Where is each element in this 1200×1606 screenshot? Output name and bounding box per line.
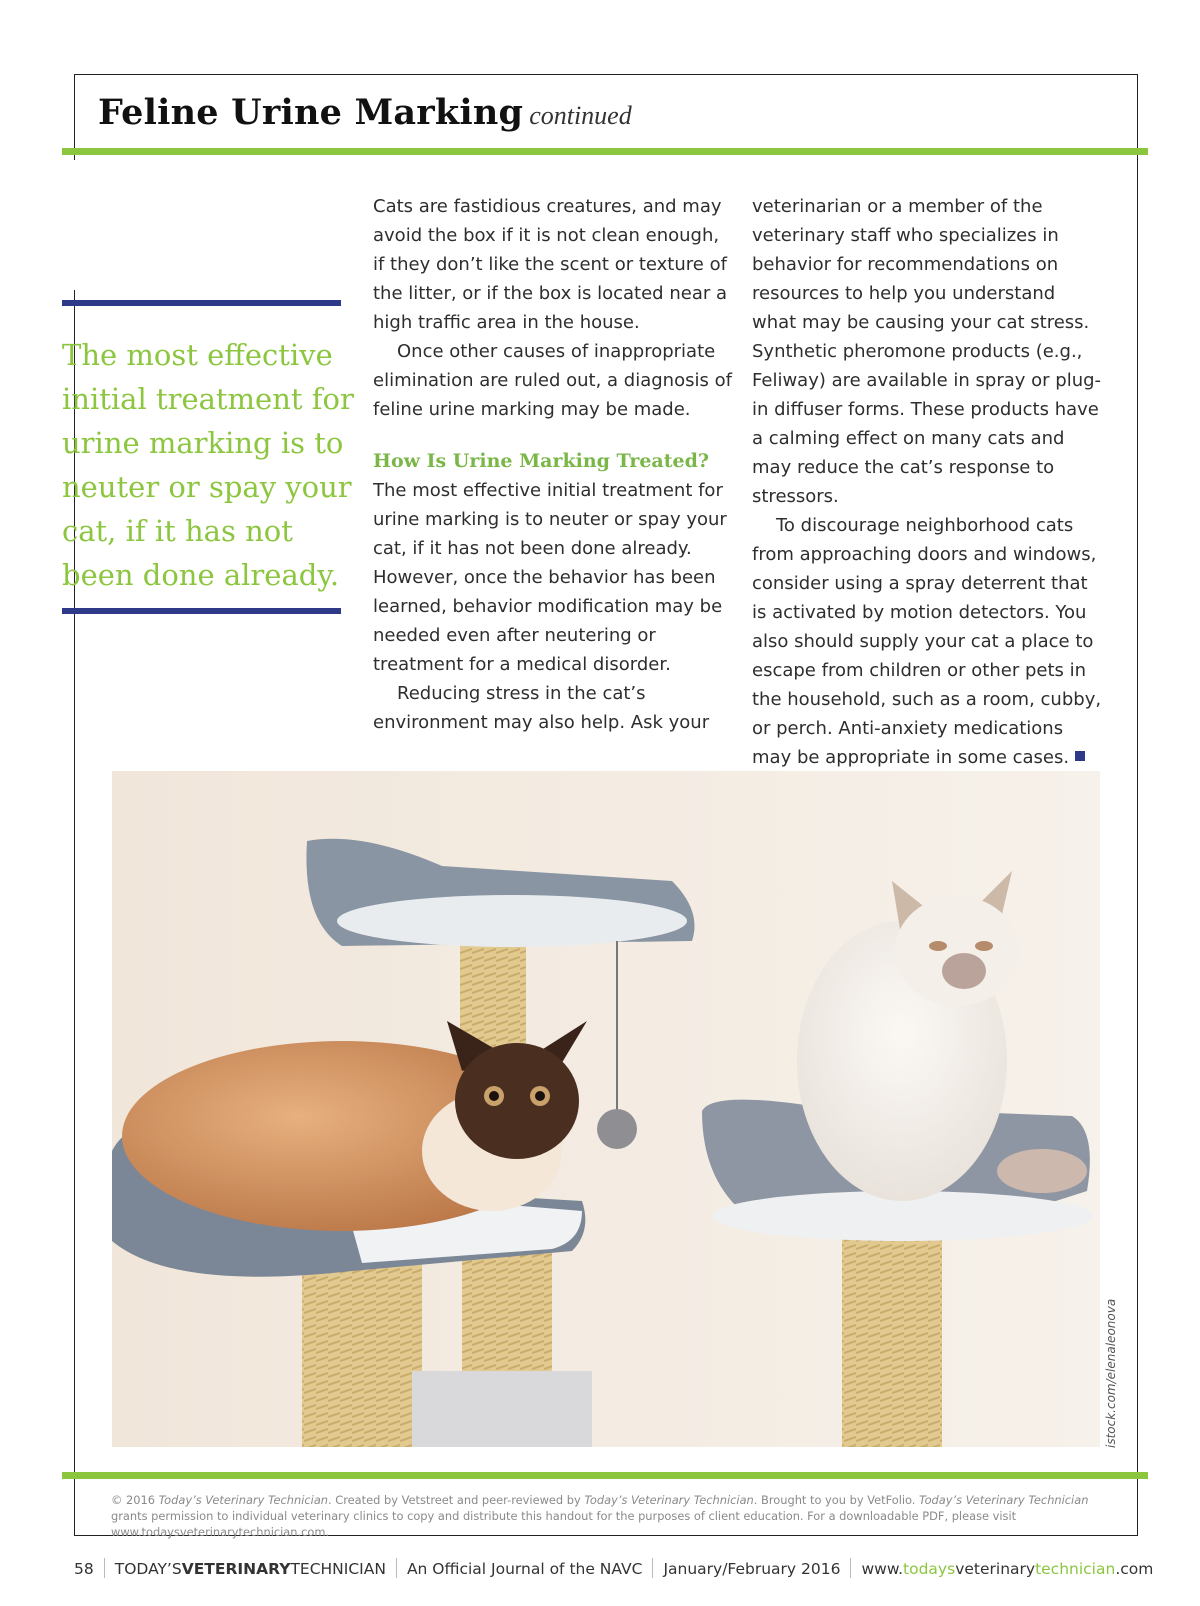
footer-divider: [396, 1558, 397, 1578]
text-column-1: [373, 192, 733, 737]
paragraph: Cats are fastidious creatures, and may avoid the box if it is not clean enough, if they don’t like the scent or texture of the litter, or if the box is located near a high traffic area in the house.: [373, 196, 727, 333]
brand-part: VETERINARY: [181, 1560, 291, 1578]
brand-part: TODAY’S: [114, 1560, 182, 1578]
footer-journal: An Official Journal of the NAVC: [406, 1560, 643, 1578]
green-rule-top: [62, 148, 1148, 155]
text-column-2: [752, 192, 1102, 772]
brand-part: TECHNICIAN: [290, 1560, 386, 1578]
copyright-publication: Today’s Veterinary Technician: [158, 1493, 329, 1507]
frame-gap-top: [70, 160, 82, 290]
end-mark-icon: [1075, 751, 1085, 761]
footer-brand: [115, 1560, 386, 1578]
copyright-notice: [111, 1492, 1111, 1540]
section-heading: How Is Urine Marking Treated?: [373, 450, 710, 472]
copyright-text: © 2016: [111, 1493, 159, 1507]
cats-photo: [112, 771, 1100, 1447]
footer-divider: [850, 1558, 851, 1578]
url-part: www.: [861, 1560, 904, 1578]
page-number: 58: [74, 1560, 94, 1578]
copyright-text: . Created by Vetstreet and peer-reviewed by: [328, 1493, 585, 1507]
url-part: .com: [1115, 1560, 1154, 1578]
url-part: todays: [903, 1560, 956, 1578]
footer-divider: [104, 1558, 105, 1578]
toy-ball: [597, 1109, 637, 1149]
paragraph: Once other causes of inappropriate elimination are ruled out, a diagnosis of feline urine marking may be made.: [373, 341, 732, 420]
paragraph-text: To discourage neighborhood cats from approaching doors and windows, consider using a spray deterrent that is activated by motion detectors. You also should supply your cat a place to escape from children or other pets in the household, such as a room, cubby, or perch. Anti-anxiety medications may be appropriate in some cases.: [752, 515, 1102, 768]
paragraph: [752, 511, 1102, 772]
pull-quote-rule-bottom: [62, 608, 341, 614]
footer-issue: January/February 2016: [663, 1560, 841, 1578]
cats-on-cat-tree-illustration: [112, 771, 1100, 1447]
green-rule-bottom: [62, 1472, 1148, 1479]
url-part: technician: [1035, 1560, 1116, 1578]
pull-quote-rule-top: [62, 300, 341, 306]
footer-url[interactable]: [861, 1560, 1153, 1578]
paragraph: Reducing stress in the cat’s environment may also help. Ask your: [373, 683, 710, 733]
rope-post: [302, 1261, 422, 1447]
paragraph: veterinarian or a member of the veterinary staff who specializes in behavior for recommendations on resources to help you understand what may be causing your cat stress. Synthetic pheromone products (e.g., Feliway) are available in spray or plug-in diffuser forms. These products have a calming effect on many cats and may reduce the cat’s response to stressors.: [752, 196, 1102, 507]
pull-quote: The most effective initial treatment for urine marking is to neuter or spay your cat, if it has not been done already.: [62, 338, 354, 592]
copyright-text: . Brought to you by VetFolio.: [753, 1493, 920, 1507]
paragraph: The most effective initial treatment for urine marking is to neuter or spay your cat, if it has not been done already. However, once the behavior has been learned, behavior modification may be needed even after neutering or treatment for a medical disorder.: [373, 480, 727, 675]
page-title: [98, 92, 632, 133]
url-part: veterinary: [955, 1560, 1036, 1578]
rope-post: [842, 1231, 942, 1447]
copyright-publication: Today’s Veterinary Technician: [919, 1493, 1089, 1507]
footer-divider: [652, 1558, 653, 1578]
photo-credit: istock.com/elenaleonova: [1104, 1298, 1118, 1448]
title-text: Feline Urine Marking: [98, 92, 524, 133]
copyright-publication: Today’s Veterinary Technician: [584, 1493, 754, 1507]
page-footer: [74, 1558, 1154, 1578]
copyright-text: grants permission to individual veterinary clinics to copy and distribute this handout for the purposes of client education. For a downloadable PDF, please visit www.todaysveterinarytechnician.com.: [111, 1509, 1017, 1539]
title-continued: continued: [529, 101, 632, 130]
